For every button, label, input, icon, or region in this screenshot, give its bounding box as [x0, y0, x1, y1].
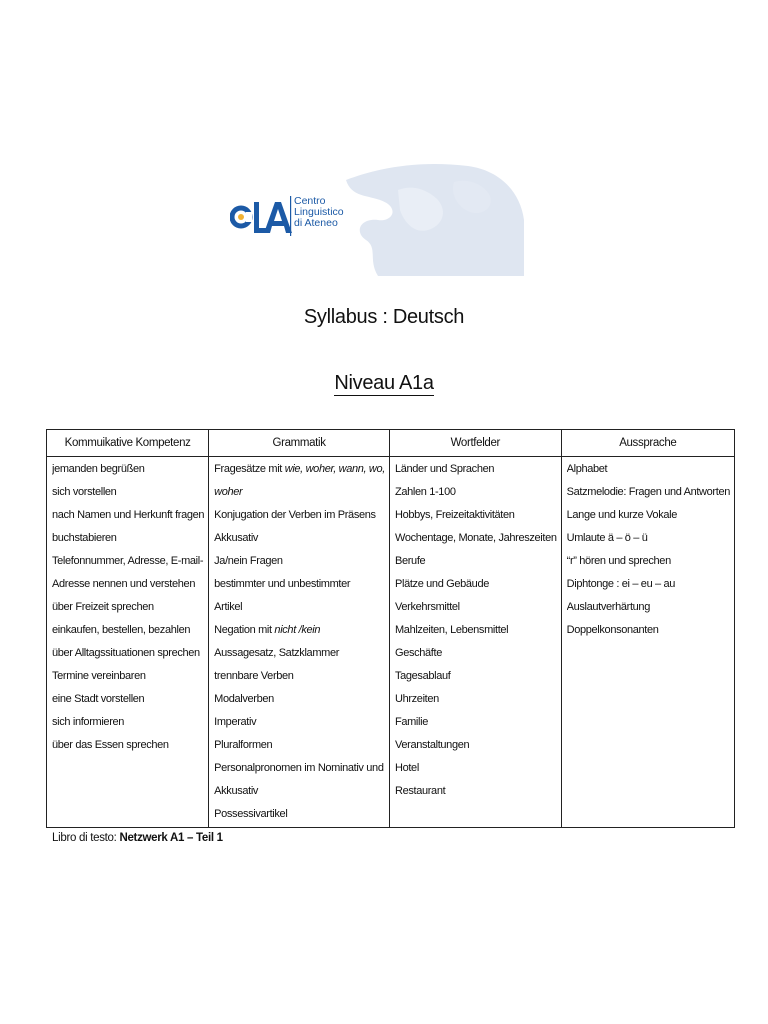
header-grammatik: Grammatik: [209, 430, 390, 457]
table-cell-line: Fragesätze mit wie, woher, wann, wo,: [214, 463, 385, 475]
level-title-text: Niveau A1a: [334, 372, 434, 394]
table-cell-line: Negation mit nicht /kein: [214, 624, 321, 636]
footer-prefix: Libro di testo:: [52, 832, 120, 844]
table-cell-line: Umlaute ä – ö – ü: [566, 532, 648, 544]
table-row: [47, 457, 735, 828]
table-cell-line: Restaurant: [394, 785, 446, 797]
table-cell-line: Verkehrsmittel: [394, 601, 460, 613]
footer-book: Netzwerk A1 – Teil 1: [119, 832, 223, 844]
table-cell-line: “r” hören und sprechen: [566, 555, 671, 567]
table-cell-line: Berufe: [394, 555, 426, 567]
table-cell-line: Adresse nennen und verstehen: [52, 578, 196, 590]
logo-line-1: Centro: [294, 195, 326, 207]
column-grammatik: [209, 457, 390, 828]
table-cell-line: Doppelkonsonanten: [566, 624, 659, 636]
table-cell-line: Possessivartikel: [214, 808, 288, 820]
table-cell-line: Modalverben: [214, 693, 274, 705]
table-cell-line: über das Essen sprechen: [52, 739, 169, 751]
logo-line-3: di Ateneo: [294, 217, 338, 229]
table-cell-line: Hobbys, Freizeitaktivitäten: [394, 509, 515, 521]
table-cell-line: Geschäfte: [394, 647, 442, 659]
table-cell-line: nach Namen und Herkunft fragen: [52, 509, 205, 521]
header-aussprache: Aussprache: [561, 430, 734, 457]
table-cell-line: über Alltagssituationen sprechen: [52, 647, 200, 659]
table-cell-line: Termine vereinbaren: [52, 670, 146, 682]
table-cell-line: woher: [214, 486, 243, 498]
column-wortfelder: [389, 457, 561, 828]
table-cell-line: Ja/nein Fragen: [214, 555, 283, 567]
table-cell-line: einkaufen, bestellen, bezahlen: [52, 624, 191, 636]
logo-line-2: Linguistico: [294, 206, 344, 218]
table-cell-line: Mahlzeiten, Lebensmittel: [394, 624, 509, 636]
table-cell-line: Veranstaltungen: [394, 739, 470, 751]
document-title: Syllabus : Deutsch: [303, 306, 465, 328]
column-aussprache: [561, 457, 734, 828]
table-cell-line: Uhrzeiten: [394, 693, 439, 705]
table-cell-line: Telefonnummer, Adresse, E-mail-: [52, 555, 204, 567]
level-title: [0, 372, 768, 395]
table-cell-line: Artikel: [214, 601, 243, 613]
table-cell-line: Akkusativ: [214, 785, 259, 797]
table-cell-line: Zahlen 1-100: [394, 486, 456, 498]
syllabus-table: [46, 429, 735, 828]
table-cell-line: Akkusativ: [214, 532, 259, 544]
table-cell-line: Personalpronomen im Nominativ und: [214, 762, 384, 774]
table-cell-line: Aussagesatz, Satzklammer: [214, 647, 340, 659]
table-cell-line: Imperativ: [214, 716, 257, 728]
table-cell-line: buchstabieren: [52, 532, 117, 544]
logo-text: [294, 196, 354, 229]
table-cell-line: Diphtonge : ei – eu – au: [566, 578, 676, 590]
table-cell-line: über Freizeit sprechen: [52, 601, 154, 613]
table-cell-line: Länder und Sprachen: [394, 463, 495, 475]
cla-mark-icon: [230, 192, 294, 242]
table-cell-line: eine Stadt vorstellen: [52, 693, 145, 705]
table-cell-line: bestimmter und unbestimmter: [214, 578, 351, 590]
table-cell-line: sich informieren: [52, 716, 125, 728]
header-wortfelder: Wortfelder: [389, 430, 561, 457]
table-cell-line: Wochentage, Monate, Jahreszeiten: [394, 532, 557, 544]
table-cell-line: Lange und kurze Vokale: [566, 509, 677, 521]
table-cell-line: Alphabet: [566, 463, 608, 475]
table-cell-line: Auslautverhärtung: [566, 601, 650, 613]
logo-divider: [290, 196, 293, 236]
table-cell-line: Satzmelodie: Fragen und Antworten: [566, 486, 730, 498]
table-cell-line: Plätze und Gebäude: [394, 578, 489, 590]
table-cell-line: Konjugation der Verben im Präsens: [214, 509, 376, 521]
table-cell-line: Tagesablauf: [394, 670, 451, 682]
table-cell-line: jemanden begrüßen: [52, 463, 145, 475]
logo: [228, 160, 526, 276]
table-cell-line: Familie: [394, 716, 428, 728]
header-kompetenz: Kommuikative Kompetenz: [47, 430, 209, 457]
table-cell-line: sich vorstellen: [52, 486, 117, 498]
table-cell-line: trennbare Verben: [214, 670, 294, 682]
column-kompetenz: [47, 457, 209, 828]
table-cell-line: Pluralformen: [214, 739, 273, 751]
table-header-row: [47, 430, 735, 457]
table-cell-line: Hotel: [394, 762, 419, 774]
footer-textbook: [52, 832, 223, 844]
